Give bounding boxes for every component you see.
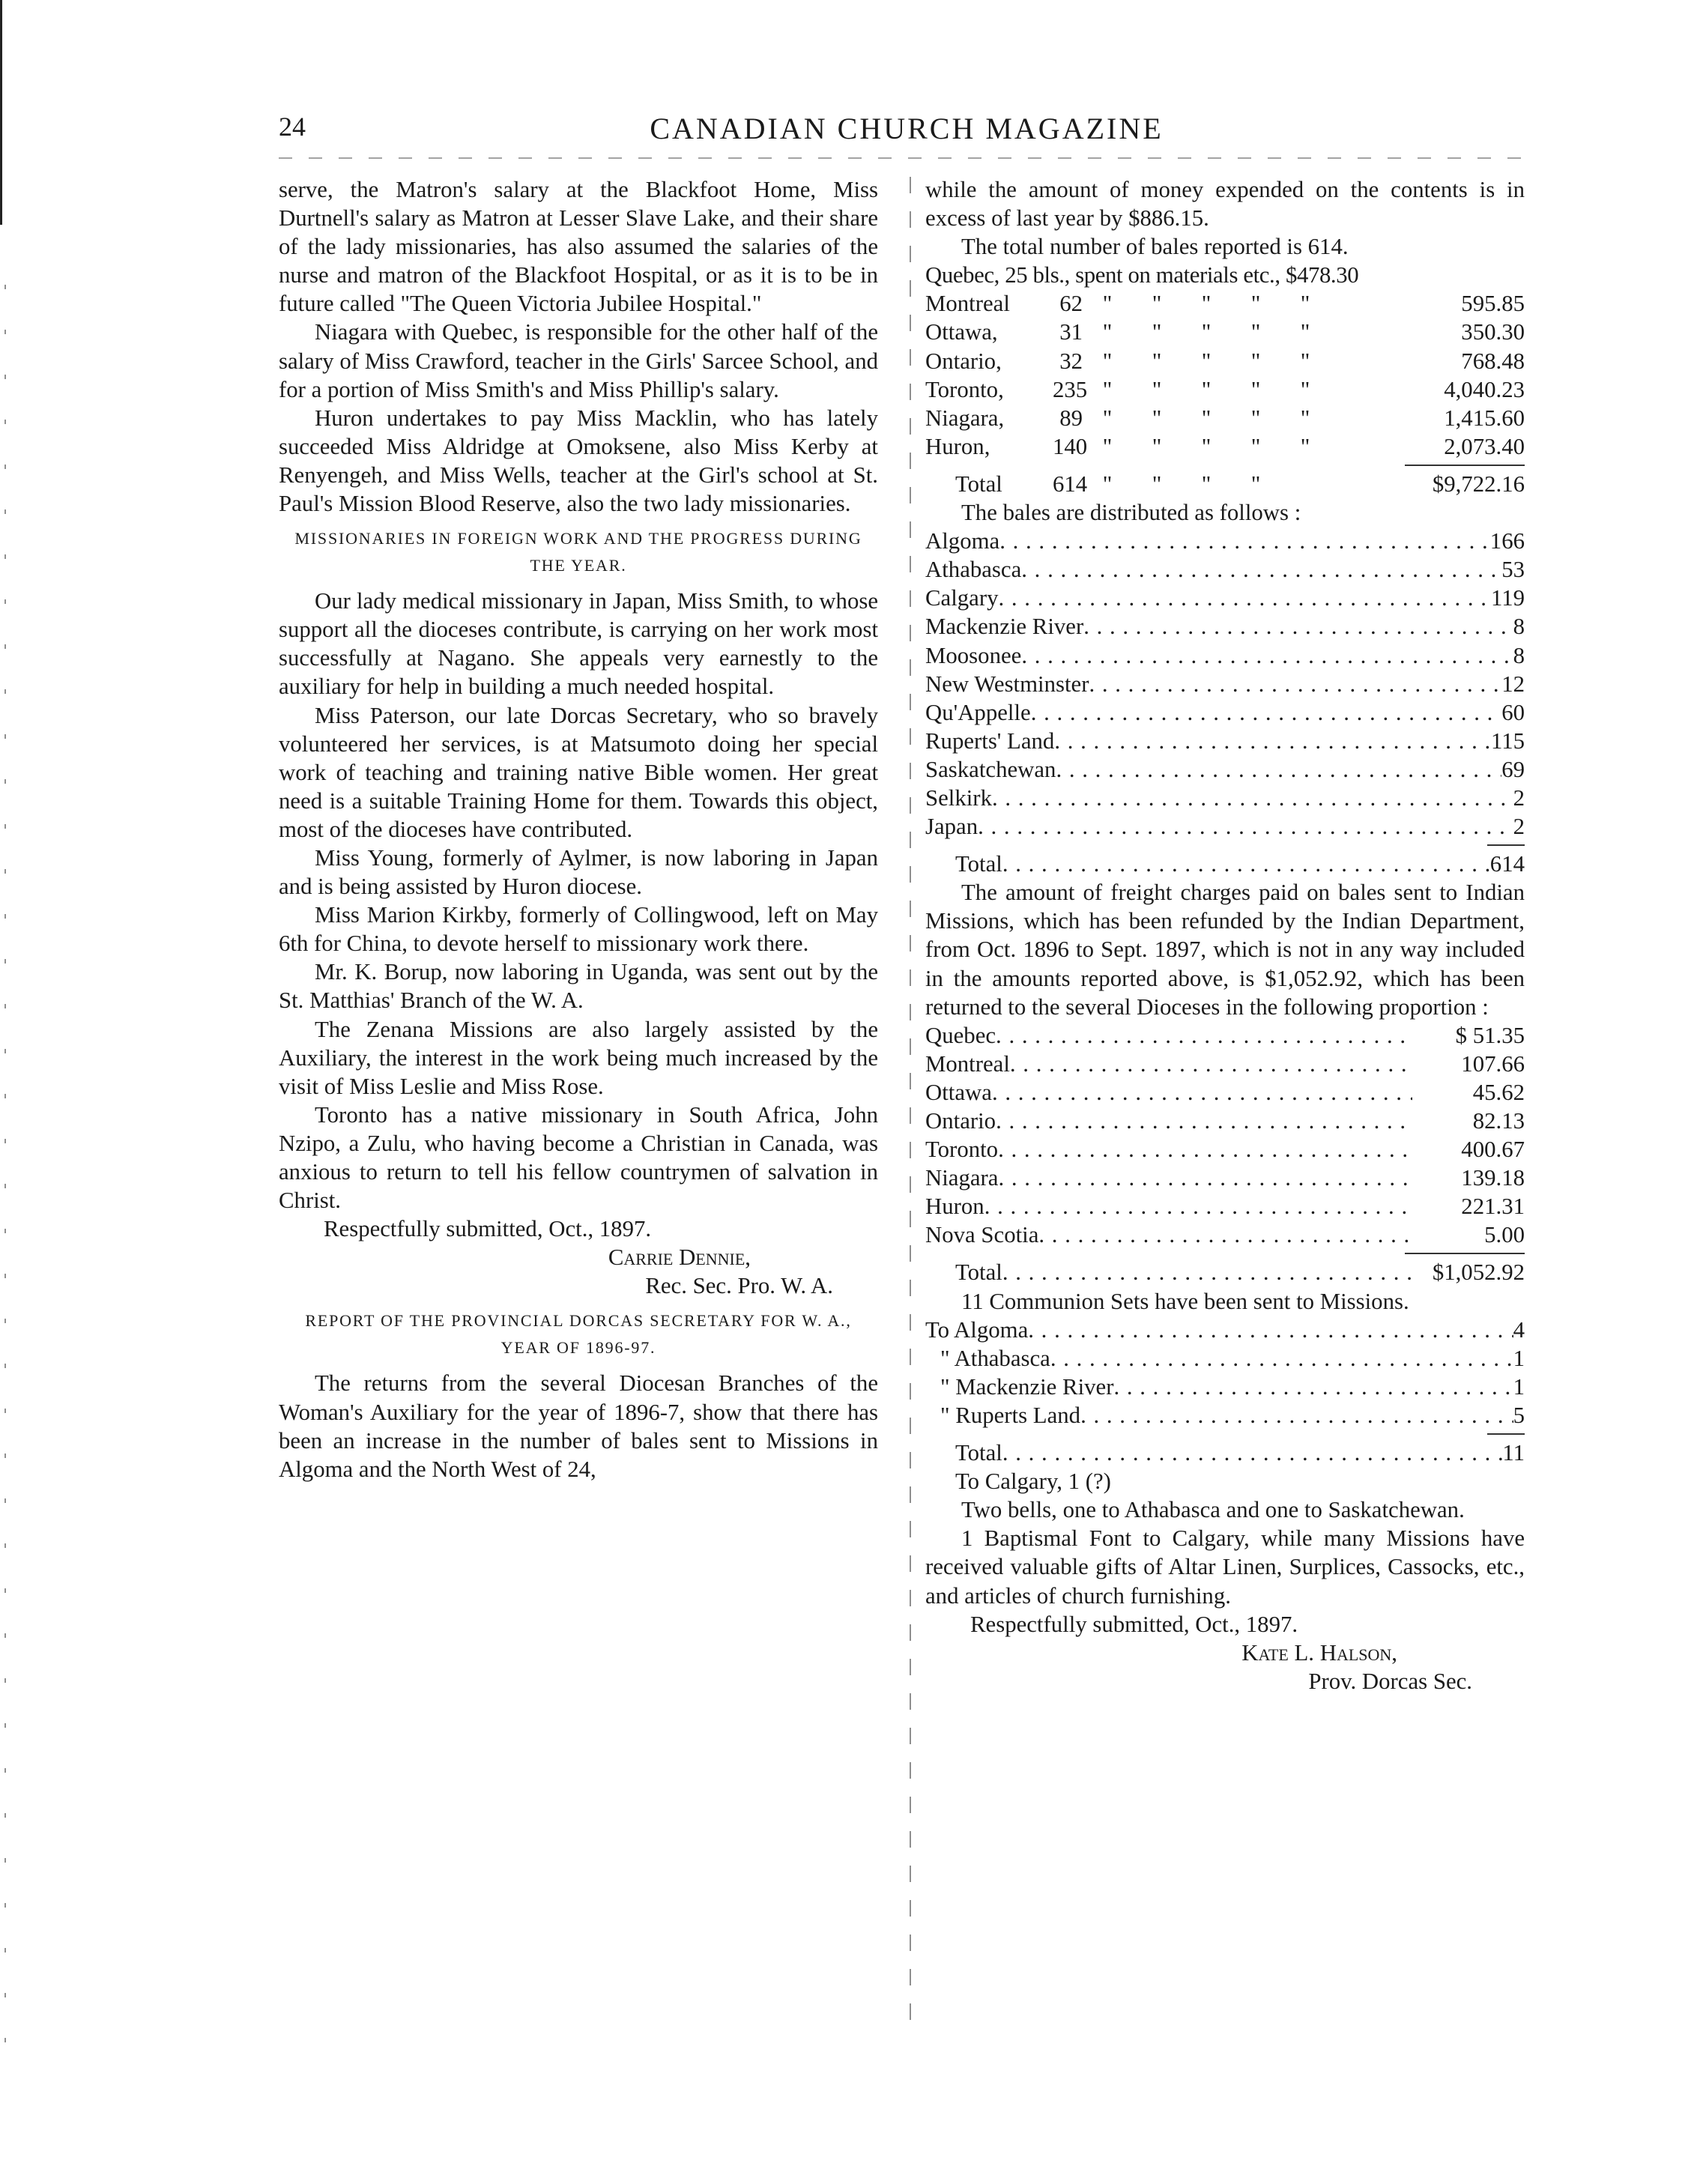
bales-amount: 2,073.40 xyxy=(1444,433,1525,459)
ditto-mark: " xyxy=(1102,348,1113,374)
paragraph: serve, the Matron's salary at the Blackfoot Home, Miss Durtnell's salary as Matron at Lesser Slave Lake, and their share of the lady missionaries, has also assumed the salaries of the nurse and matron of the Blackfoot Hospital, or as it is to be in future called "The Queen Victoria Jubilee Hospital." xyxy=(279,177,878,317)
freight-list xyxy=(925,1021,1525,1250)
list-row xyxy=(925,1107,1525,1135)
paragraph: The amount of freight charges paid on bales sent to Indian Missions, which has been refunded by the Indian Department, from Oct. 1896 to Sept. 1897, which is not in any way included in the amounts reported above, is $1,052.92, which has been returned to the several Dioceses in the following proportion : xyxy=(925,880,1525,1020)
ditto-mark: " xyxy=(1250,433,1261,459)
row-label: Japan xyxy=(925,814,978,840)
signature-title: Prov. Dorcas Sec. xyxy=(1308,1668,1472,1694)
row-label: Saskatchewan xyxy=(925,756,1056,782)
ditto-mark: " xyxy=(1152,433,1162,459)
dot-leader xyxy=(984,1192,1412,1220)
row-label: Nova Scotia xyxy=(925,1222,1039,1248)
dot-leader xyxy=(978,812,1513,841)
paragraph: The Zenana Missions are also largely assisted by the Auxiliary, the interest in the work being much increased by the visit of Miss Leslie and Miss Rose. xyxy=(279,1016,878,1099)
list-row xyxy=(925,1135,1525,1164)
bales-count: 32 xyxy=(1059,348,1083,374)
ditto-mark: " xyxy=(1300,291,1310,317)
ditto-mark: " xyxy=(1152,348,1162,374)
left-column xyxy=(279,175,878,1483)
list-row xyxy=(925,727,1525,755)
column-divider xyxy=(910,177,911,2020)
bales-amount: 350.30 xyxy=(1461,319,1525,345)
bales-table xyxy=(925,289,1525,461)
row-value: 166 xyxy=(1489,528,1525,554)
bales-amount: 595.85 xyxy=(1461,291,1525,317)
row-value: 1 xyxy=(1513,1345,1525,1371)
row-value: 12 xyxy=(1501,671,1525,697)
bales-row xyxy=(925,404,1525,432)
row-value: 119 xyxy=(1490,585,1525,611)
ditto-mark: " xyxy=(1250,376,1261,402)
dot-leader xyxy=(1010,1050,1412,1078)
row-value: 11 xyxy=(1502,1440,1525,1466)
list-row xyxy=(925,1164,1525,1192)
dot-leader xyxy=(1002,850,1490,878)
signature-date: Respectfully submitted, Oct., 1897. xyxy=(324,1216,652,1242)
row-value: 82.13 xyxy=(1472,1108,1525,1134)
row-value: 60 xyxy=(1501,699,1525,725)
ditto-mark: " xyxy=(1201,376,1212,402)
row-value: 69 xyxy=(1501,756,1525,782)
row-label: Selkirk xyxy=(925,784,992,811)
row-value: 5 xyxy=(1513,1402,1525,1428)
list-row xyxy=(925,584,1525,612)
dot-leader xyxy=(1054,727,1491,755)
row-value: 400.67 xyxy=(1461,1137,1525,1163)
ditto-mark: " xyxy=(1250,471,1261,497)
paragraph: 11 Communion Sets have been sent to Missions. xyxy=(961,1288,1409,1314)
row-label: Calgary xyxy=(925,585,999,611)
ditto-mark: " xyxy=(1152,376,1162,402)
ditto-mark: " xyxy=(1102,291,1113,317)
signature-name: Carrie Dennie, xyxy=(608,1244,751,1271)
page-header xyxy=(279,111,1534,156)
distribution-total-row xyxy=(925,850,1525,878)
dot-leader xyxy=(996,1107,1412,1135)
dot-leader xyxy=(1021,555,1501,584)
row-label: Total xyxy=(955,851,1002,877)
signature-title: Rec. Sec. Pro. W. A. xyxy=(645,1273,833,1299)
paragraph: The total number of bales reported is 614. xyxy=(961,234,1349,260)
dot-leader xyxy=(1028,1316,1513,1344)
row-label: Toronto xyxy=(925,1137,999,1163)
sum-rule xyxy=(925,1249,1525,1258)
right-column xyxy=(925,175,1525,1696)
row-label: Qu'Appelle xyxy=(925,699,1031,725)
row-label: Montreal xyxy=(925,1050,1010,1077)
dot-leader xyxy=(1113,1373,1513,1401)
bales-diocese: Montreal xyxy=(925,291,1010,317)
dot-leader xyxy=(1002,1258,1412,1286)
row-value: 115 xyxy=(1490,728,1525,754)
list-row xyxy=(925,1316,1525,1344)
dot-leader xyxy=(1021,641,1513,670)
dot-leader xyxy=(999,527,1490,555)
bales-count: 31 xyxy=(1059,319,1083,345)
distribution-list xyxy=(925,527,1525,841)
row-value: 107.66 xyxy=(1461,1050,1525,1077)
list-row xyxy=(925,1373,1525,1401)
paragraph: Mr. K. Borup, now laboring in Uganda, was sent out by the St. Matthias' Branch of the W. A. xyxy=(279,959,878,1014)
bales-row xyxy=(925,432,1525,461)
paragraph: The returns from the several Diocesan Branches of the Woman's Auxiliary for the year of 1896-7, show that there has been an increase in the number of bales sent to Missions in Algoma and the North West of 24, xyxy=(279,1370,878,1482)
list-row xyxy=(925,1050,1525,1078)
bales-row xyxy=(925,289,1525,318)
dot-leader xyxy=(992,1078,1412,1107)
ditto-mark: " xyxy=(1250,405,1261,431)
bales-diocese: Ottawa, xyxy=(925,319,998,345)
row-label: Niagara xyxy=(925,1165,999,1191)
row-label: " Ruperts Land xyxy=(940,1402,1081,1428)
row-label: " Athabasca xyxy=(940,1345,1050,1371)
freight-total-row xyxy=(925,1258,1525,1286)
list-row xyxy=(925,1344,1525,1373)
calgary-line: To Calgary, 1 (?) xyxy=(955,1468,1111,1495)
bales-row xyxy=(925,375,1525,404)
ditto-mark: " xyxy=(1201,433,1212,459)
row-label: Algoma xyxy=(925,528,1000,554)
row-label: Mackenzie River xyxy=(925,614,1084,640)
paragraph: Huron undertakes to pay Miss Macklin, who has lately succeeded Miss Aldridge at Omoksene, also Miss Kerby at Renyengeh, and Miss Wells, teacher at the Girl's school at St. Paul's Mission Blood Reserve, also the two lady missionaries. xyxy=(279,405,878,517)
ditto-mark: " xyxy=(1300,376,1310,402)
row-value: 45.62 xyxy=(1472,1079,1525,1105)
paragraph: Toronto has a native missionary in South Africa, John Nzipo, a Zulu, who having become a Christian in Canada, was anxious to return to tell his fellow countrymen of salvation in Christ. xyxy=(279,1101,878,1214)
dot-leader xyxy=(1031,698,1502,727)
bales-amount: 1,415.60 xyxy=(1444,405,1525,431)
ditto-mark: " xyxy=(1250,319,1261,345)
row-value: $1,052.92 xyxy=(1432,1259,1525,1286)
bales-table-header: Quebec, 25 bls., spent on materials etc., $478.30 xyxy=(925,262,1359,288)
row-label: Total xyxy=(955,1440,1002,1466)
dot-leader xyxy=(998,1164,1412,1192)
bales-count: 235 xyxy=(1053,376,1088,402)
ditto-mark: " xyxy=(1152,291,1162,317)
row-value: 53 xyxy=(1501,557,1525,583)
bales-total-count: 614 xyxy=(1053,471,1088,497)
paragraph: Miss Paterson, our late Dorcas Secretary, who so bravely volunteered her services, is at Matsumoto doing her special work of teaching and training native Bible women. Her great need is a suitable Training Home for them. Towards this object, most of the dioceses have contributed. xyxy=(279,702,878,842)
row-label: Total xyxy=(955,1259,1002,1286)
ditto-mark: " xyxy=(1201,471,1212,497)
header-rule xyxy=(279,157,1534,159)
bales-diocese: Ontario, xyxy=(925,348,1002,374)
dot-leader xyxy=(1038,1220,1412,1249)
list-row xyxy=(925,1192,1525,1220)
ditto-mark: " xyxy=(1250,291,1261,317)
ditto-mark: " xyxy=(1300,348,1310,374)
ditto-mark: " xyxy=(1300,433,1310,459)
list-row xyxy=(925,641,1525,670)
paragraph: The bales are distributed as follows : xyxy=(961,500,1301,526)
section-heading: MISSIONARIES IN FOREIGN WORK AND THE PROGRESS DURING THE YEAR. xyxy=(294,529,862,575)
paragraph: Our lady medical missionary in Japan, Miss Smith, to whose support all the dioceses contribute, is carrying on her work most successfully at Nagano. She appeals very earnestly to the auxiliary for help in building a much needed hospital. xyxy=(279,588,878,700)
bales-count: 140 xyxy=(1053,433,1088,459)
scan-edge-marks xyxy=(4,285,6,2083)
paragraph: while the amount of money expended on the contents is in excess of last year by $886.15. xyxy=(925,177,1525,232)
bales-row xyxy=(925,347,1525,375)
dot-leader xyxy=(992,784,1513,812)
communion-total-row xyxy=(925,1439,1525,1467)
paragraph: Miss Marion Kirkby, formerly of Collingwood, left on May 6th for China, to devote herself to missionary work there. xyxy=(279,902,878,957)
paragraph: Two bells, one to Athabasca and one to Saskatchewan. xyxy=(961,1497,1465,1523)
paragraph: 1 Baptismal Font to Calgary, while many Missions have received valuable gifts of Altar Linen, Surplices, Cassocks, etc., and articles of church furnishing. xyxy=(925,1525,1525,1609)
list-row xyxy=(925,784,1525,812)
ditto-mark: " xyxy=(1300,319,1310,345)
scan-edge-rule xyxy=(0,0,2,225)
bales-row xyxy=(925,318,1525,346)
row-value: 8 xyxy=(1513,614,1525,640)
ditto-mark: " xyxy=(1102,433,1113,459)
running-title: CANADIAN CHURCH MAGAZINE xyxy=(650,112,1164,145)
row-value: 221.31 xyxy=(1461,1194,1525,1220)
row-value: $ 51.35 xyxy=(1455,1022,1525,1048)
bales-diocese: Toronto, xyxy=(925,376,1004,402)
signature-name: Kate L. Halson, xyxy=(1241,1639,1397,1666)
row-value: 1 xyxy=(1513,1373,1525,1400)
list-row xyxy=(925,670,1525,698)
dot-leader xyxy=(1089,670,1501,698)
row-value: 2 xyxy=(1513,814,1525,840)
ditto-mark: " xyxy=(1102,405,1113,431)
ditto-mark: " xyxy=(1201,291,1212,317)
ditto-mark: " xyxy=(1152,319,1162,345)
row-label: Ruperts' Land xyxy=(925,728,1055,754)
bales-amount: 768.48 xyxy=(1461,348,1525,374)
row-label: New Westminster xyxy=(925,671,1089,697)
paragraph: Miss Young, formerly of Aylmer, is now laboring in Japan and is being assisted by Huron diocese. xyxy=(279,844,878,900)
bales-diocese: Niagara, xyxy=(925,405,1005,431)
list-row xyxy=(925,1078,1525,1107)
ditto-mark: " xyxy=(1201,405,1212,431)
list-row xyxy=(925,812,1525,841)
list-row xyxy=(925,527,1525,555)
row-label: Huron xyxy=(925,1194,984,1220)
ditto-mark: " xyxy=(1300,405,1310,431)
ditto-mark: " xyxy=(1250,348,1261,374)
list-row xyxy=(925,612,1525,641)
row-label: To Algoma xyxy=(925,1316,1029,1343)
signature-date: Respectfully submitted, Oct., 1897. xyxy=(970,1611,1298,1637)
dot-leader xyxy=(1083,612,1513,641)
ditto-mark: " xyxy=(1152,471,1162,497)
row-label: Moosonee xyxy=(925,642,1022,668)
section-heading: REPORT OF THE PROVINCIAL DORCAS SECRETARY FOR W. A., YEAR OF 1896-97. xyxy=(305,1311,852,1358)
row-label: " Mackenzie River xyxy=(940,1373,1114,1400)
ditto-mark: " xyxy=(1102,376,1113,402)
dot-leader xyxy=(1050,1344,1513,1373)
bales-diocese: Huron, xyxy=(925,433,990,459)
bales-total-amount: $9,722.16 xyxy=(1432,471,1525,497)
row-label: Athabasca xyxy=(925,557,1022,583)
communion-list xyxy=(925,1316,1525,1430)
list-row xyxy=(925,698,1525,727)
sum-rule xyxy=(925,1430,1525,1439)
bales-total-row xyxy=(925,470,1525,498)
bales-total-label: Total xyxy=(955,471,1002,497)
bales-count: 62 xyxy=(1059,291,1083,317)
list-row xyxy=(925,555,1525,584)
paragraph: Niagara with Quebec, is responsible for the other half of the salary of Miss Crawford, teacher in the Girls' Sarcee School, and for a portion of Miss Smith's and Miss Phillip's salary. xyxy=(279,319,878,402)
ditto-mark: " xyxy=(1201,319,1212,345)
sum-rule xyxy=(925,841,1525,850)
ditto-mark: " xyxy=(1102,471,1113,497)
ditto-mark: " xyxy=(1201,348,1212,374)
dot-leader xyxy=(996,1021,1412,1050)
sum-rule xyxy=(925,461,1525,470)
row-label: Ontario xyxy=(925,1108,996,1134)
row-value: 8 xyxy=(1513,642,1525,668)
row-value: 614 xyxy=(1489,851,1525,877)
ditto-mark: " xyxy=(1102,319,1113,345)
row-value: 2 xyxy=(1513,784,1525,811)
row-value: 4 xyxy=(1513,1316,1525,1343)
list-row xyxy=(925,1220,1525,1249)
dot-leader xyxy=(1080,1401,1513,1430)
list-row xyxy=(925,1021,1525,1050)
dot-leader xyxy=(1002,1439,1503,1467)
dot-leader xyxy=(999,584,1491,612)
row-label: Ottawa xyxy=(925,1079,992,1105)
bales-amount: 4,040.23 xyxy=(1444,376,1525,402)
list-row xyxy=(925,755,1525,784)
list-row xyxy=(925,1401,1525,1430)
ditto-mark: " xyxy=(1152,405,1162,431)
dot-leader xyxy=(1056,755,1501,784)
row-label: Quebec xyxy=(925,1022,996,1048)
bales-count: 89 xyxy=(1059,405,1083,431)
row-value: 139.18 xyxy=(1461,1165,1525,1191)
dot-leader xyxy=(998,1135,1412,1164)
row-value: 5.00 xyxy=(1484,1222,1525,1248)
page-number: 24 xyxy=(279,112,306,142)
